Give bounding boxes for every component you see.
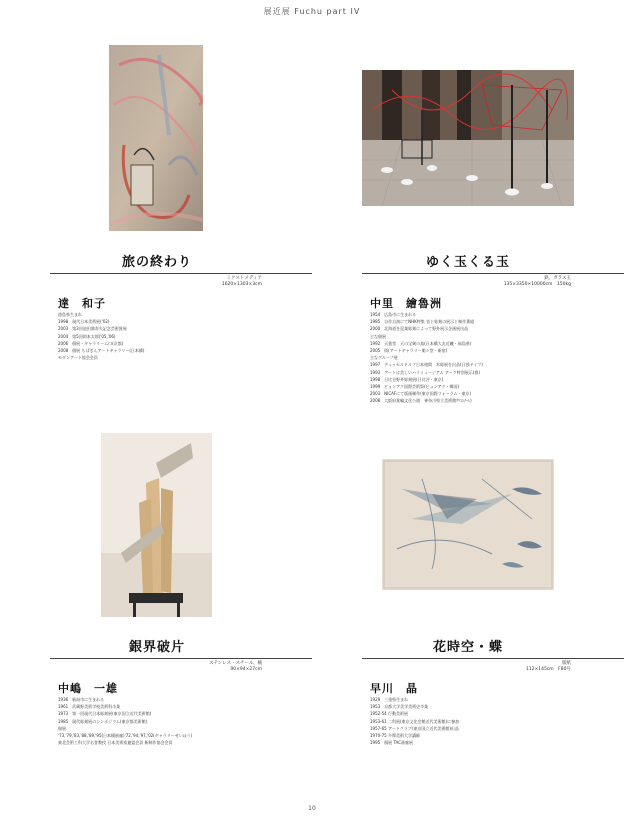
artwork-dimensions: 135×3350×10000cm 150kg (503, 282, 571, 287)
bio-line: 1973 第一回現代日本彫刻展(東京国立近代美術館) (58, 711, 152, 717)
bio-line: 1952-54 行動美術展 (370, 711, 408, 717)
bio-line: 1985 自作自演にてNHK特集 音と彫刻の展示と制作番組 (370, 319, 475, 325)
artwork-title: 花時空・蝶 (432, 640, 503, 655)
bio-line: 1985 現代彫刻展のシンポジウム(東京都美術館) (58, 718, 148, 724)
bio-line: 1929 三重県生まれ (370, 697, 409, 702)
bio-line: 1936 新潟市に生まれる (58, 697, 105, 702)
artist-biography (370, 696, 624, 746)
artist-biography (370, 311, 624, 405)
bio-line: 1998 現代日本美術展('02) (58, 319, 110, 325)
bio-line: 徳島県生まれ (58, 312, 82, 317)
bio-line: 1954 広島市に生まれる (370, 312, 417, 317)
page-number: 10 (308, 805, 316, 812)
bio-line: 1993 アートは美しいハラミュージアム アーク特別展示(群) (370, 369, 480, 375)
bio-line: 2005 街(アートギャラリー閑々堂・新宿) (370, 348, 448, 354)
bio-line: 1970-75 多摩美術大学講師 (370, 733, 420, 739)
artwork-title: 旅の終わり (121, 255, 192, 270)
bio-line: 1953 京都大学美学美術史卒業 (370, 704, 429, 710)
title-divider (362, 273, 624, 274)
artwork-title: ゆく玉くる玉 (425, 255, 510, 270)
artwork-image-sculpture (101, 433, 212, 617)
bio-line: モダンアート協会会員 (58, 355, 98, 361)
artwork-dimensions: 112×145cm F80号 (525, 667, 571, 672)
bio-line: 2000 北海道を巡業彫刻によって野外展示企画展出品 (370, 326, 469, 332)
bio-line: 1961 武蔵野美術学校美術科卒業 (58, 704, 121, 710)
bio-line: 1992 天賞堂 天の宝剣の鳥(日本橋大丸近畿・福島県) (370, 340, 472, 346)
artist-biography (58, 311, 320, 361)
title-divider (50, 273, 312, 274)
bio-line: 2008 大阪府箕輪文化公園 神奈川県立美術館ｸﾘｴﾝﾅｰﾚ) (370, 398, 472, 404)
artist-name: 中嶋 一雄 (58, 682, 118, 695)
artwork-image-painting (109, 45, 203, 231)
bio-line: 2008 個展 ちばぎんアートギャラリー(日本橋) (58, 348, 145, 354)
bio-line: 2003 第3回池田満寿夫記念芸術賞展 (58, 326, 127, 332)
bio-line: 2004 第5回岡本太郎('05,'06) (58, 333, 116, 339)
title-divider (50, 658, 312, 659)
artist-name: 達 和子 (58, 297, 106, 310)
artwork-title: 銀界破片 (128, 640, 185, 655)
artwork-dimensions: 1620×1303×3cm (221, 282, 262, 287)
bio-line: 個展 (58, 725, 66, 731)
bio-line: 2003 NICAFにて版画制作(東京国際フォーラム・東京) (370, 391, 472, 397)
bio-line: 主なグループ展 (370, 355, 398, 361)
artist-biography (58, 696, 320, 746)
bio-line: 1953-61 二科展(東京文化会館近代美術館)に参加 (370, 718, 460, 724)
artwork-image-installation (362, 70, 574, 206)
artwork-medium: ミクストメディア (226, 276, 262, 281)
artwork-dimensions: 90×94×27cm (230, 667, 262, 672)
artwork-medium: ステンレス・スチール、楠 (209, 661, 262, 666)
artist-name: 中里 繪魯洲 (370, 297, 442, 310)
bio-line: 主な個展 (370, 333, 386, 339)
bio-line: 1995 個展 TAC画廊展 (370, 740, 414, 746)
title-divider (362, 658, 624, 659)
bio-line: 1957-65 アートクラブ(東京国立近代美術館)出品 (370, 725, 459, 731)
bio-line: 1998 日比谷野外彫刻展(日比谷・東京) (370, 376, 444, 382)
bio-line: 1999 ビョンアク国際芸術祭(ビョンアク・韓国) (370, 384, 460, 390)
artwork-image-abstract (382, 459, 554, 590)
bio-line: 2006 個展・ギャラリーム口(京都) (58, 340, 124, 346)
bio-line: '73,'79,'83,'88,'89,'95(日本橋画廊)'72,'94,'97,'02(ギャラリーせいほう) (58, 733, 193, 739)
artist-name: 早川 晶 (370, 682, 418, 695)
page-header: 展近展 Fuchu part IV (263, 7, 361, 16)
bio-line: 1997 デュッセルドルフ日本週間 木彫展を出品(日独ドイツ) (370, 362, 483, 368)
bio-line: 東北芸術工科大学名誉教授 日本美術家連盟会員 新制作協会会員 (58, 740, 173, 746)
artwork-medium: 鉄、ガラス玉 (544, 276, 571, 281)
artwork-medium: 版紙 (562, 661, 571, 666)
